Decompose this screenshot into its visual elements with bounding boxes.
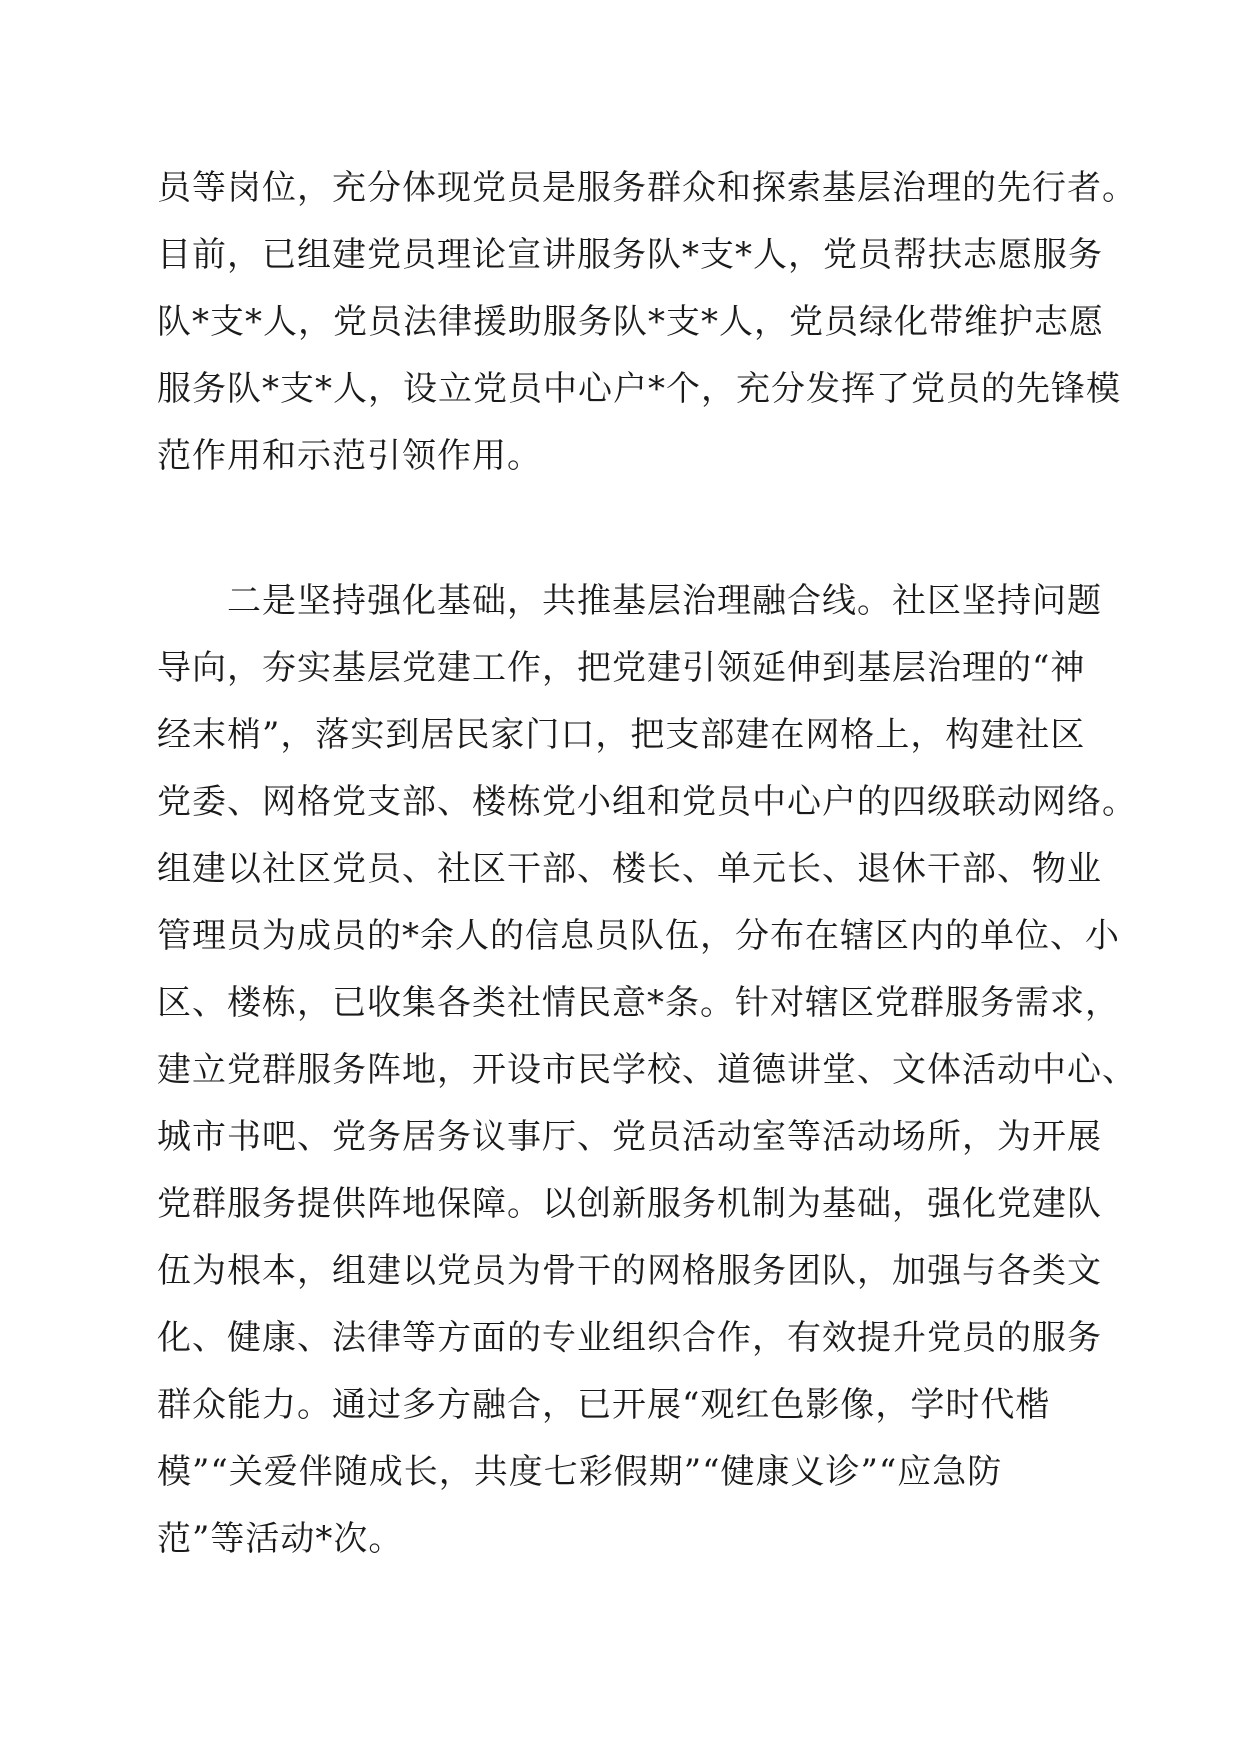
paragraph-grassroots-governance bbox=[157, 568, 1137, 1573]
text-line: 城市书吧、党务居务议事厅、党员活动室等活动场所，为开展 bbox=[157, 1117, 1102, 1157]
text-line: 范”等活动*次。 bbox=[157, 1519, 404, 1559]
text-line: 党委、网格党支部、楼栋党小组和党员中心户的四级联动网络。 bbox=[157, 782, 1137, 822]
text-line: 党群服务提供阵地保障。以创新服务机制为基础，强化党建队 bbox=[157, 1184, 1102, 1224]
text-line: 组建以社区党员、社区干部、楼长、单元长、退休干部、物业 bbox=[157, 849, 1102, 889]
text-line: 伍为根本，组建以党员为骨干的网格服务团队，加强与各类文 bbox=[157, 1251, 1102, 1291]
text-line: 二是坚持强化基础，共推基层治理融合线。社区坚持问题 bbox=[157, 581, 1102, 621]
text-line: 管理员为成员的*余人的信息员队伍，分布在辖区内的单位、小 bbox=[157, 916, 1120, 956]
text-line: 模”“关爱伴随成长，共度七彩假期”“健康义诊”“应急防 bbox=[157, 1452, 1003, 1492]
paragraph-party-member-roles bbox=[157, 155, 1137, 490]
text-line: 区、楼栋，已收集各类社情民意*条。针对辖区党群服务需求， bbox=[157, 983, 1120, 1023]
text-line: 员等岗位，充分体现党员是服务群众和探索基层治理的先行者。 bbox=[157, 168, 1137, 208]
text-line: 化、健康、法律等方面的专业组织合作，有效提升党员的服务 bbox=[157, 1318, 1102, 1358]
text-line: 群众能力。通过多方融合，已开展“观红色影像，学时代楷 bbox=[157, 1385, 1051, 1425]
text-line: 范作用和示范引领作用。 bbox=[157, 436, 542, 476]
text-line: 服务队*支*人，设立党员中心户*个，充分发挥了党员的先锋模 bbox=[157, 369, 1121, 409]
text-line: 导向，夯实基层党建工作，把党建引领延伸到基层治理的“神 bbox=[157, 648, 1086, 688]
text-line: 目前，已组建党员理论宣讲服务队*支*人，党员帮扶志愿服务 bbox=[157, 235, 1103, 275]
text-line: 队*支*人，党员法律援助服务队*支*人，党员绿化带维护志愿 bbox=[157, 302, 1104, 342]
text-line: 建立党群服务阵地，开设市民学校、道德讲堂、文体活动中心、 bbox=[157, 1050, 1137, 1090]
text-line: 经末梢”，落实到居民家门口，把支部建在网格上，构建社区 bbox=[157, 715, 1086, 755]
